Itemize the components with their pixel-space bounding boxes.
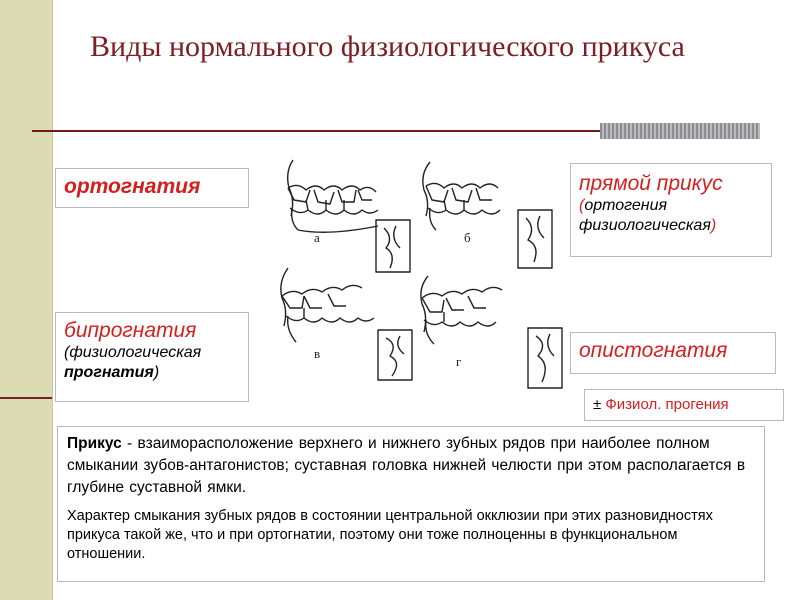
slide-title: Виды нормального физиологического прикуса [90,30,685,63]
definition-note: Характер смыкания зубных рядов в состоянии центральной окклюзии при этих разновидностях прикуса такой же, что и при ортогнатии, поэтому они тоже полноценны в функциональном отношении. [67,508,713,562]
orthognathia-box [55,168,249,208]
panel-label-d: г [456,354,462,369]
biprognathia-subtitle-open: (физиологическая [64,344,202,361]
direct-bite-paren-close: ) [710,217,717,234]
biprognathia-subtitle-close: ) [153,364,160,381]
biprognathia-subtitle-bold: прогнатия [64,364,154,381]
direct-bite-subtitle: ортогения физиологическая [579,197,711,234]
panel-a-inset [376,220,410,272]
definition-text: - взаиморасположение верхнего и нижнего зубных рядов при наиболее полном смыкании зубов-антагонистов; суставная головка нижней челюсти при этом располагается в глубине суставной ямки. [67,435,746,496]
opisthognathia-box [570,332,776,374]
direct-bite-paren-open: ( [579,197,585,214]
panel-label-a: а [314,230,320,245]
progenia-box [584,389,784,421]
progenia-label: Физиол. прогения [601,396,729,413]
panel-c-teeth [281,268,374,342]
left-sidebar [0,0,53,600]
definition-term: Прикус [67,435,122,452]
opisthognathia-label: опистогнатия [579,339,728,362]
panel-label-b: б [464,230,471,245]
panel-label-c: в [314,346,321,361]
panel-d-teeth [421,276,502,344]
biprognathia-title: бипрогнатия [64,319,197,342]
biprognathia-box [55,312,249,402]
panel-d-inset [528,328,562,388]
teeth-diagram-illustration [258,148,568,396]
orthognathia-label: ортогнатия [64,175,201,198]
direct-bite-box [570,163,772,257]
definition-paragraph [67,433,755,499]
biprognathia-subtitle [64,343,240,383]
plus-minus-symbol: ± [593,396,602,413]
panel-a-teeth [288,160,378,232]
panel-b-teeth [423,162,500,230]
title-underline-block [600,123,760,139]
bite-types-figure [258,148,568,396]
sidebar-divider [0,397,52,399]
definition-box [57,426,765,582]
direct-bite-title: прямой прикус [579,172,723,195]
